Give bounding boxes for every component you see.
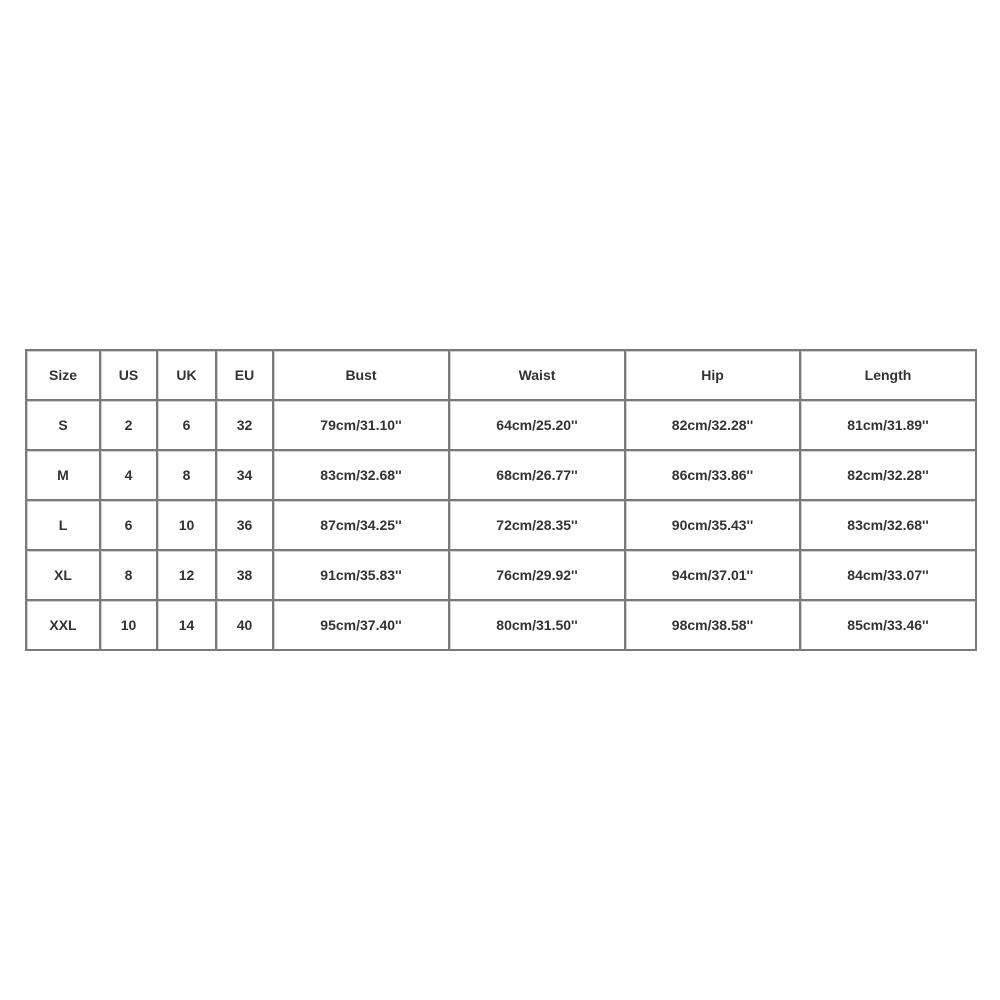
header-hip: Hip (626, 351, 801, 401)
cell-bust: 91cm/35.83'' (274, 551, 450, 601)
cell-eu: 34 (217, 451, 274, 501)
cell-length: 85cm/33.46'' (801, 601, 977, 651)
cell-us: 2 (101, 401, 158, 451)
cell-eu: 38 (217, 551, 274, 601)
cell-length: 82cm/32.28'' (801, 451, 977, 501)
cell-eu: 36 (217, 501, 274, 551)
cell-bust: 95cm/37.40'' (274, 601, 450, 651)
cell-hip: 86cm/33.86'' (626, 451, 801, 501)
header-size: Size (27, 351, 101, 401)
cell-waist: 68cm/26.77'' (450, 451, 626, 501)
cell-waist: 80cm/31.50'' (450, 601, 626, 651)
cell-eu: 40 (217, 601, 274, 651)
cell-us: 6 (101, 501, 158, 551)
cell-waist: 72cm/28.35'' (450, 501, 626, 551)
cell-size: XL (27, 551, 101, 601)
cell-us: 10 (101, 601, 158, 651)
table-row (27, 401, 977, 451)
header-us: US (101, 351, 158, 401)
cell-length: 84cm/33.07'' (801, 551, 977, 601)
header-waist: Waist (450, 351, 626, 401)
cell-hip: 82cm/32.28'' (626, 401, 801, 451)
cell-bust: 83cm/32.68'' (274, 451, 450, 501)
cell-waist: 76cm/29.92'' (450, 551, 626, 601)
cell-hip: 90cm/35.43'' (626, 501, 801, 551)
table-row (27, 601, 977, 651)
cell-hip: 98cm/38.58'' (626, 601, 801, 651)
cell-size: M (27, 451, 101, 501)
cell-size: S (27, 401, 101, 451)
table-row (27, 451, 977, 501)
cell-us: 8 (101, 551, 158, 601)
header-uk: UK (158, 351, 217, 401)
cell-size: XXL (27, 601, 101, 651)
cell-uk: 6 (158, 401, 217, 451)
cell-bust: 87cm/34.25'' (274, 501, 450, 551)
size-chart-table (25, 349, 977, 651)
table-header-row (27, 351, 977, 401)
cell-waist: 64cm/25.20'' (450, 401, 626, 451)
header-eu: EU (217, 351, 274, 401)
cell-hip: 94cm/37.01'' (626, 551, 801, 601)
cell-us: 4 (101, 451, 158, 501)
header-bust: Bust (274, 351, 450, 401)
cell-size: L (27, 501, 101, 551)
table-row (27, 551, 977, 601)
cell-uk: 12 (158, 551, 217, 601)
cell-uk: 8 (158, 451, 217, 501)
cell-length: 83cm/32.68'' (801, 501, 977, 551)
cell-bust: 79cm/31.10'' (274, 401, 450, 451)
cell-length: 81cm/31.89'' (801, 401, 977, 451)
table-row (27, 501, 977, 551)
cell-uk: 14 (158, 601, 217, 651)
cell-eu: 32 (217, 401, 274, 451)
cell-uk: 10 (158, 501, 217, 551)
header-length: Length (801, 351, 977, 401)
